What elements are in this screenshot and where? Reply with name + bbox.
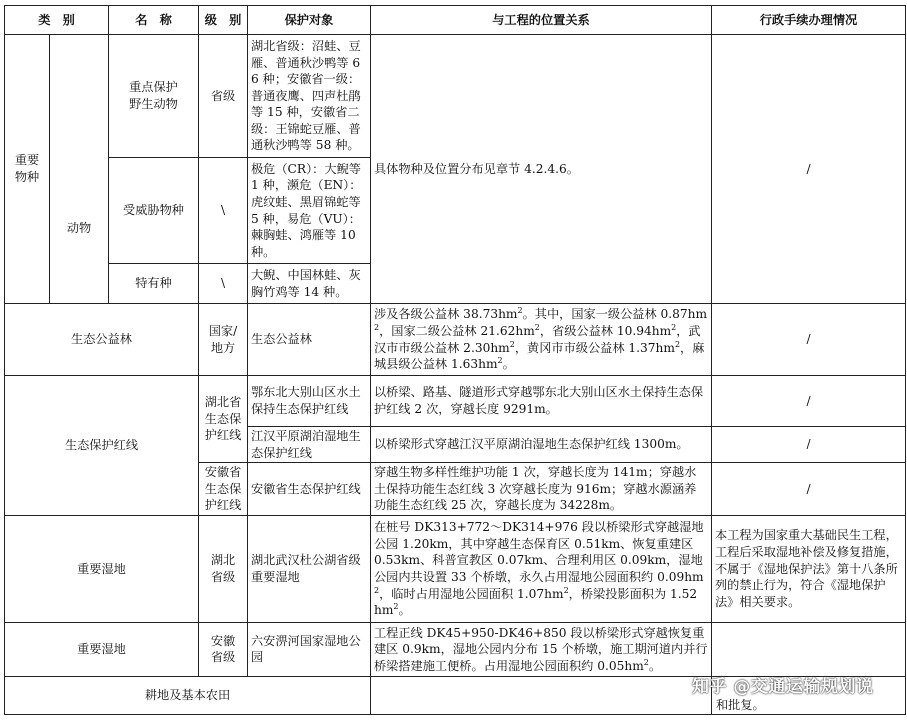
table-row — [5, 35, 906, 158]
species-name-cell: 重点保护 野生动物 — [109, 35, 199, 158]
superscript: 2 — [671, 322, 677, 332]
species-relation-cell: 具体物种及位置分布见章节 4.2.4.6。 — [371, 35, 712, 304]
table-row — [5, 376, 906, 427]
redline-object-cell: 江汉平原湖泊湿地生态保护红线 — [248, 427, 371, 463]
superscript: 2 — [374, 322, 380, 332]
redline-relation-cell: 以桥梁、路基、隧道形式穿越鄂东北大别山区水土保持生态保护红线 2 次，穿越长度 9291m。 — [371, 376, 712, 427]
species-object-cell: 湖北省级：沼蛙、豆雁、普通秋沙鸭等 66 种；安徽省一级：普通夜鹰、四声杜鹃等 15 种，安徽省二级：王锦蛇豆雁、普通秋沙鸭等 58 种。 — [248, 35, 371, 158]
superscript: 2 — [509, 339, 515, 349]
species-category-cell: 重要 物种 — [5, 35, 50, 304]
superscript: 2 — [374, 585, 380, 595]
wetland-hubei-level-cell: 湖北 省级 — [199, 515, 248, 622]
superscript: 2 — [517, 306, 523, 316]
species-level-cell: \ — [199, 158, 248, 264]
wetland-hubei-name-cell: 重要湿地 — [5, 515, 199, 622]
superscript: 2 — [674, 339, 681, 349]
wetland-anhui-admin-cell — [712, 622, 906, 676]
forest-relation-text: 。其中，国家一级公益林 0.87hm — [522, 307, 708, 322]
wetland-relation-text: 工程正线 DK45+950-DK46+850 段以桥梁形式穿越恢复重建区 0.9km，湿地公园内分布 15 个桥墩，施工期河道内并行桥梁搭建施工便桥。占用湿地公园面积约 0.05hm — [374, 625, 708, 673]
species-group-label: 动物 — [66, 220, 92, 235]
header-protected-object: 保护对象 — [248, 6, 371, 35]
wetland-relation-text: 。 — [398, 603, 411, 618]
species-group-cell — [50, 35, 109, 304]
wetland-hubei-object-cell: 湖北武汉杜公湖省级重要湿地 — [248, 515, 371, 622]
forest-admin-cell: / — [712, 304, 906, 376]
species-object-cell: 大鲵、中国林蛙、灰胸竹鸡等 14 种。 — [248, 264, 371, 304]
wetland-hubei-relation-cell — [371, 515, 712, 622]
superscript: 2 — [643, 657, 649, 667]
forest-level-cell: 国家/ 地方 — [199, 304, 248, 376]
superscript: 2 — [563, 585, 569, 595]
watermark: 知乎 @交通运输规划说 — [692, 677, 874, 697]
table-row — [5, 515, 906, 622]
superscript: 2 — [534, 322, 540, 332]
table-row — [5, 622, 906, 676]
redline-admin-cell: / — [712, 463, 906, 516]
redline-hubei-level-cell: 湖北省 生态保 护红线 — [199, 376, 248, 463]
species-name-cell: 特有种 — [109, 264, 199, 304]
species-level-cell: 省级 — [199, 35, 248, 158]
forest-relation-cell — [371, 304, 712, 376]
superscript: 2 — [393, 602, 399, 612]
redline-admin-cell: / — [712, 427, 906, 463]
header-category: 类 别 — [5, 6, 109, 35]
header-relation: 与工程的位置关系 — [371, 6, 712, 35]
redline-relation-cell: 以桥梁形式穿越江汉平原湖泊湿地生态保护红线 1300m。 — [371, 427, 712, 463]
redline-object-cell: 鄂东北大别山区水土保持生态保护红线 — [248, 376, 371, 427]
species-level-cell: \ — [199, 264, 248, 304]
redline-anhui-level-cell: 安徽省 生态保 护红线 — [199, 463, 248, 516]
wetland-relation-text: 在桩号 DK313+772～DK314+976 段以桥梁形式穿越湿地公园 1.20km，其中穿越生态保育区 0.51km、恢复重建区 0.53km、科普宣教区 0.07km、合理利用区 0.09km，湿地公园内共设置 33 个桥墩，永久占用湿地公园面积约 0.09hm — [374, 520, 704, 584]
forest-relation-text: 涉及各级公益林 38.73hm — [374, 307, 518, 322]
species-object-cell: 极危（CR）：大鲵等 1 种，濒危（EN）：虎纹蛙、黑眉锦蛇等 5 种，易危（VU）：棘胸蛙、鸿雁等 10 种。 — [248, 158, 371, 264]
header-level: 级 别 — [199, 6, 248, 35]
wetland-anhui-relation-cell — [371, 622, 712, 676]
forest-object-cell: 生态公益林 — [248, 304, 371, 376]
forest-relation-text: ，黄冈市市级公益林 1.37hm — [514, 340, 675, 355]
wetland-relation-text: ，临时占用湿地公园面积 1.07hm — [379, 586, 564, 601]
species-admin-cell: / — [712, 35, 906, 304]
wetland-relation-text: 。 — [648, 658, 662, 673]
header-row — [5, 6, 906, 35]
protected-targets-table — [4, 5, 906, 715]
header-admin: 行政手续办理情况 — [712, 6, 906, 35]
redline-relation-cell: 穿越生物多样性维护功能 1 次，穿越长度为 141m；穿越水土保持功能生态红线 3 次穿越长度为 916m；穿越水源涵养功能生态红线 25 次，穿越长度为 34228m。 — [371, 463, 712, 516]
forest-name-cell: 生态公益林 — [5, 304, 199, 376]
table-row — [5, 304, 906, 376]
wetland-anhui-level-cell: 安徽 省级 — [199, 622, 248, 676]
superscript: 2 — [497, 356, 503, 366]
wetland-anhui-name-cell: 重要湿地 — [5, 622, 199, 676]
redline-object-cell: 安徽省生态保护红线 — [248, 463, 371, 516]
farmland-relation-cell — [371, 676, 712, 714]
farmland-admin-tail: 和批复。 — [716, 697, 769, 714]
wetland-hubei-admin-cell: 本工程为国家重大基础民生工程，工程后采取湿地补偿及修复措施，不属于《湿地保护法》第十八条所列的禁止行为，符合《湿地保护法》相关要求。 — [712, 515, 906, 622]
wetland-anhui-object-cell: 六安淠河国家湿地公园 — [248, 622, 371, 676]
farmland-name-cell: 耕地及基本农田 — [5, 676, 371, 714]
redline-name-cell: 生态保护红线 — [5, 376, 199, 516]
redline-admin-cell: / — [712, 376, 906, 427]
forest-relation-text: ，国家二级公益林 21.62hm — [379, 323, 535, 338]
forest-relation-text: ，省级公益林 10.94hm — [539, 323, 672, 338]
forest-relation-text: ，武汉市市级公益林 2.30hm — [374, 323, 701, 355]
wetland-relation-text: ，桥梁投影面积为 1.52 hm — [374, 586, 698, 618]
forest-relation-text: 。 — [502, 357, 515, 372]
header-name: 名 称 — [109, 6, 199, 35]
forest-relation-text: ，麻城县级公益林 1.63hm — [374, 340, 705, 372]
species-name-cell: 受威胁物种 — [109, 158, 199, 264]
